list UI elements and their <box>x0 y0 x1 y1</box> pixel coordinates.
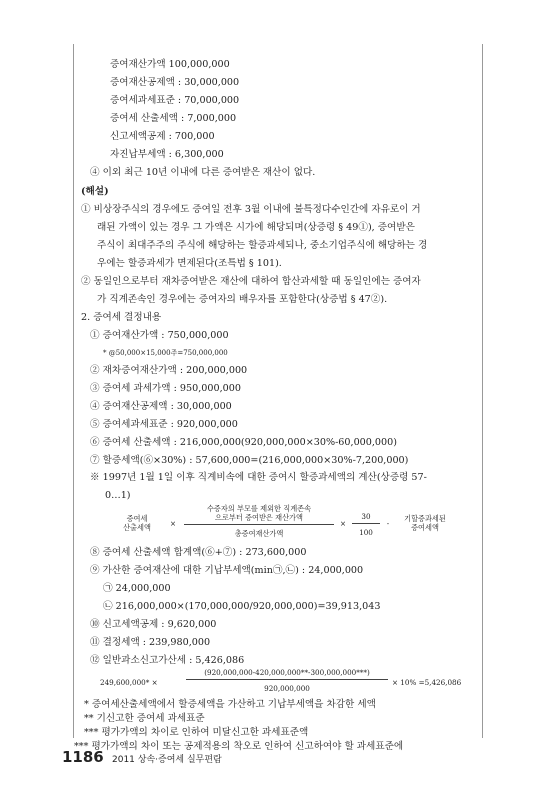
text-line: ㉠ 24,000,000 <box>103 583 171 594</box>
text-line: 신고세액공제 : 700,000 <box>110 131 215 142</box>
text-line: ④ 이외 최근 10년 이내에 다른 증여받은 재산이 없다. <box>90 167 316 178</box>
text-line: ⑤ 증여세과세표준 : 920,000,000 <box>90 419 238 430</box>
formula-operator: × <box>169 519 177 528</box>
text-line: ⑫ 일반과소신고가산세 : 5,426,086 <box>90 655 245 666</box>
text-line: 증여세과세표준 : 70,000,000 <box>110 95 240 106</box>
text-line: ⑦ 할증세액(⑥×30%) : 57,600,000=(216,000,000×30%-7,200,000) <box>90 455 409 466</box>
note-line: * 증여세산출세액에서 할증세액을 가산하고 기납부세액을 차감한 세액 <box>84 699 376 710</box>
text-line: ㉡ 216,000,000×(170,000,000/920,000,000)=39,913,043 <box>103 601 381 612</box>
fraction-bar <box>186 679 388 680</box>
formula-numerator: 수증자의 부모를 제외한 직계존속 <box>206 504 312 513</box>
text-line: 0…1) <box>105 490 131 501</box>
text-line: 우에는 할증과세가 면제된다(조특법 § 101). <box>97 258 282 269</box>
text-line: ① 비상장주식의 경우에도 증여일 전후 3월 이내에 불특정다수인간에 자유로이 거 <box>81 204 421 215</box>
section-subheading: 2. 증여세 결정내용 <box>81 312 162 323</box>
text-line: ※ 1997년 1월 1일 이후 직계비속에 대한 증여시 할증과세액의 계산(상증령 57- <box>90 472 427 483</box>
formula-numerator: 30 <box>361 512 371 521</box>
formula-operator: - <box>386 519 390 528</box>
section-heading: (해설) <box>81 186 109 197</box>
text-line: ④ 증여재산공제액 : 30,000,000 <box>90 401 232 412</box>
page-number: 1186 <box>62 748 104 766</box>
text-line: ③ 증여세 과세가액 : 950,000,000 <box>90 383 241 394</box>
text-line: 래된 가액이 있는 경우 그 가액은 시가에 해당되며(상증령 § 49①), 증여받은 <box>97 222 415 233</box>
formula-term: 기할증과세된 <box>404 514 446 523</box>
formula-term: 산출세액 <box>123 523 151 532</box>
text-line: ① 증여재산가액 : 750,000,000 <box>90 330 229 341</box>
note-line: ** 기신고한 증여세 과세표준 <box>84 713 205 724</box>
fraction-bar <box>184 524 334 525</box>
fraction-bar <box>352 523 380 524</box>
note-line: *** 평가가액의 차이로 인하여 미달신고한 과세표준액 <box>84 727 309 738</box>
text-line: ⑧ 증여세 산출세액 합계액(⑥+⑦) : 273,600,000 <box>90 547 307 558</box>
text-line: 가 직계존속인 경우에는 증여자의 배우자를 포함한다(상증법 § 47②). <box>97 294 388 305</box>
text-line: 자진납부세액 : 6,300,000 <box>110 149 224 160</box>
text-line: ② 재차증여재산가액 : 200,000,000 <box>90 365 248 376</box>
formula-term: 증여세액 <box>411 523 439 532</box>
text-line: ⑩ 신고세액공제 : 9,620,000 <box>90 619 217 630</box>
note-line: *** 평가가액의 차이 또는 공제적용의 착오로 인하여 신고하여야 할 과세표준에 <box>74 741 404 752</box>
text-line: 주식이 최대주주의 주식에 해당하는 할증과세되나, 중소기업주식에 해당하는 경 <box>97 240 428 251</box>
text-line: 증여세 산출세액 : 7,000,000 <box>110 113 237 124</box>
formula-term: 증여세 <box>126 514 148 523</box>
formula-denominator: 총증여재산가액 <box>234 529 284 538</box>
formula-numerator: 으로부터 증여받은 재산가액 <box>215 513 303 522</box>
formula-numerator: (920,000,000-420,000,000**-300,000,000***) <box>204 668 370 677</box>
running-head: 2011 상속·증여세 실무편람 <box>112 755 222 765</box>
formula-denominator: 100 <box>359 528 373 537</box>
text-line: ⑪ 결정세액 : 239,980,000 <box>90 637 211 648</box>
formula-denominator: 920,000,000 <box>264 684 310 693</box>
text-line: ② 동일인으로부터 재차증여받은 재산에 대하여 합산과세할 때 동일인에는 증여자 <box>81 276 421 287</box>
footnote-line: * @50,000×15,000주=750,000,000 <box>103 349 228 357</box>
formula-operator: × <box>339 519 347 528</box>
text-line: 증여재산공제액 : 30,000,000 <box>110 77 240 88</box>
formula-term: 249,600,000* × <box>100 678 158 687</box>
text-line: ⑨ 가산한 증여재산에 대한 기납부세액(min㉠,㉡) : 24,000,000 <box>90 565 364 576</box>
text-line: 증여재산가액 100,000,000 <box>110 59 230 70</box>
formula-term: × 10% =5,426,086 <box>392 678 462 687</box>
text-line: ⑥ 증여세 산출세액 : 216,000,000(920,000,000×30%-60,000,000) <box>90 437 397 448</box>
